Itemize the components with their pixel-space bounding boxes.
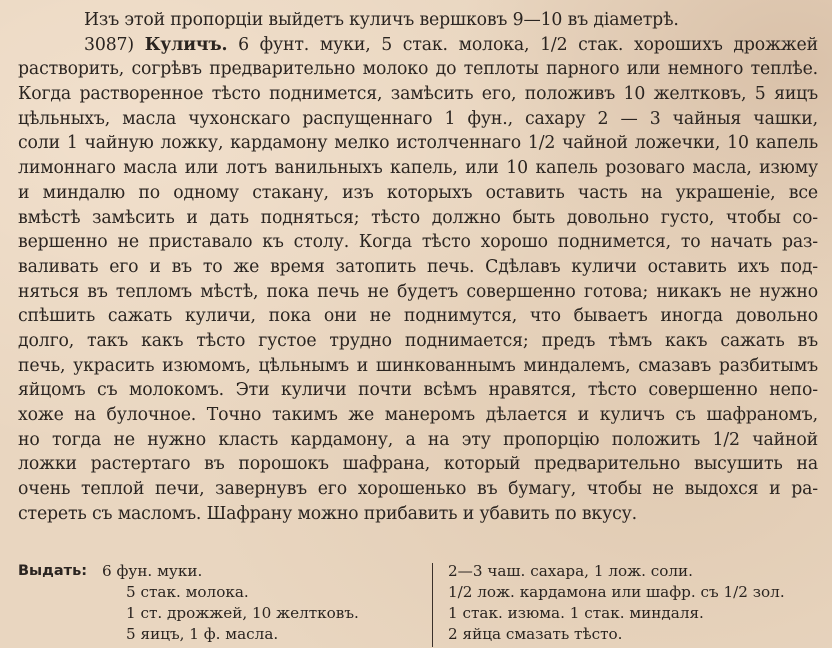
yield-item: 6 фун. муки.: [102, 562, 203, 580]
text-line: Когда растворенное тѣсто поднимется, замѣсить его, положивъ 10 желтковъ, 5 яицъ: [18, 84, 818, 105]
yield-item: 5 стак. молока.: [126, 583, 249, 601]
recipe-number: 3087): [84, 34, 134, 55]
text-line: хоже на булочное. Точно такимъ же манеромъ дѣлается и куличъ съ шафраномъ,: [18, 405, 818, 425]
column-divider: [432, 563, 433, 647]
text-line: стереть съ масломъ. Шафрану можно прибавить и убавить по вкусу.: [18, 503, 637, 524]
text-line: долго, такъ какъ тѣсто густое трудно поднимается; предъ тѣмъ какъ сажать въ: [18, 330, 818, 351]
yield-item: 2 яйца смазать тѣсто.: [448, 625, 623, 643]
yield-item: 5 яицъ, 1 ф. масла.: [126, 625, 279, 643]
intro-line: [18, 8, 818, 33]
text-line: спѣшить сажать куличи, пока они не поднимутся, что бываетъ иногда довольно: [18, 306, 818, 327]
yield-item: 2—3 чаш. сахара, 1 лож. соли.: [448, 562, 693, 580]
text-line: вершенно не приставало къ столу. Когда тѣсто хорошо поднимется, то начать раз-: [18, 232, 818, 253]
text-line: вмѣстѣ замѣсить и дать подняться; тѣсто должно быть довольно густо, чтобы со-: [18, 207, 818, 228]
text-line: ложки растертаго въ порошокъ шафрана, который предварительно высушить на: [18, 454, 818, 475]
text-line: лимоннаго масла или лотъ ванильныхъ капель, или 10 капель розоваго масла, изюму: [18, 158, 818, 179]
text-line: но тогда не нужно класть кардамону, а на эту пропорцію положить 1/2 чайной: [18, 429, 818, 450]
yield-item: 1 ст. дрожжей, 10 желтковъ.: [126, 604, 359, 622]
text-line: валивать его и въ то же время затопить печь. Сдѣлавъ куличи оставить ихъ под-: [18, 256, 818, 277]
recipe-text: [18, 8, 818, 526]
yield-left-column: [102, 561, 422, 645]
text-line: няться въ тепломъ мѣстѣ, пока печь не будетъ совершенно готова; никакъ не нужно: [18, 281, 818, 302]
recipe-first-line: 6 фунт. муки, 5 стак. молока, 1/2 стак. хорошихъ дрожжей: [238, 34, 818, 55]
yield-label: Выдать:: [18, 563, 88, 579]
yield-item: 1 стак. изюма. 1 стак. миндаля.: [448, 604, 704, 622]
recipe-title: Куличъ.: [144, 34, 228, 55]
text-line: очень теплой печи, завернувъ его хорошенько въ бумагу, чтобы не выдохся и ра-: [18, 479, 818, 500]
text-line: и миндалю по одному стакану, изъ которыхъ оставить часть на украшеніе, все: [18, 182, 818, 203]
text-line: соли 1 чайную ложку, кардамону мелко истолченнаго 1/2 чайной ложечки, 10 капель: [18, 133, 818, 154]
yield-item: 1/2 лож. кардамона или шафр. съ 1/2 зол.: [448, 583, 785, 601]
yield-right-column: [448, 561, 828, 645]
text-line: растворить, согрѣвъ предварительно молоко до теплоты парного или немного теплѣе.: [18, 59, 818, 80]
intro-text: Изъ этой пропорціи выйдетъ куличъ вершковъ 9—10 въ діаметрѣ.: [84, 10, 679, 30]
text-line: яйцомъ съ молокомъ. Эти куличи почти всѣмъ нравятся, тѣсто совершенно непо-: [18, 380, 818, 401]
text-line: печь, украсить изюмомъ, цѣльнымъ и шинкованнымъ миндалемъ, смазавъ разбитымъ: [18, 355, 818, 376]
text-line: цѣльныхъ, масла чухонскаго распущеннаго 1 фун., сахару 2 — 3 чайныя чашки,: [18, 108, 818, 129]
recipe-heading-line: [18, 33, 818, 58]
